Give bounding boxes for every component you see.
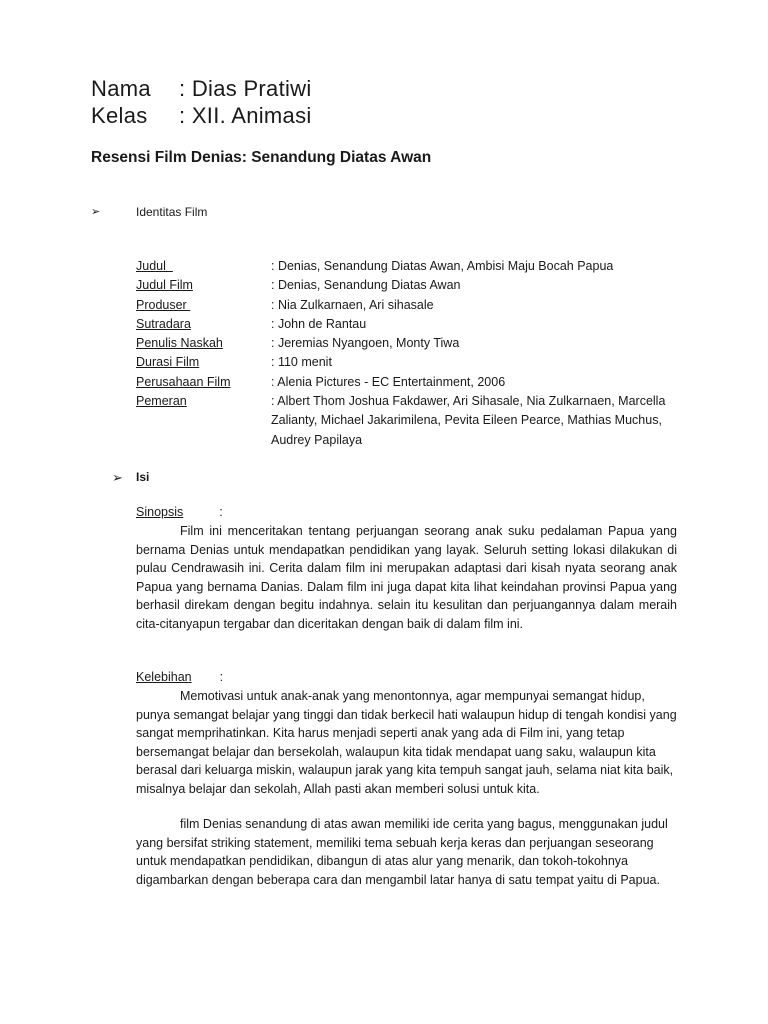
identity-row xyxy=(136,257,676,276)
kelebihan-text-2: film Denias senandung di atas awan memiliki ide cerita yang bagus, menggunakan judul yang bersifat striking statement, memiliki tema sebuah kerja keras dan perjuangan seseorang untuk mendapatkan pendidikan, dibangun di atas alur yang menarik, dan tokoh-tokohnya digambarkan dengan beberapa cara dan mengambil latar hanya di satu tempat yaitu di Papua. xyxy=(136,817,668,887)
identity-row xyxy=(136,392,676,450)
name-label: Nama xyxy=(91,76,151,101)
kelebihan-paragraph-2 xyxy=(136,815,677,889)
identity-key: Produser xyxy=(136,297,191,312)
kelebihan-paragraph-1 xyxy=(136,687,677,798)
identity-row xyxy=(136,296,676,315)
student-name-line xyxy=(91,76,312,102)
sinopsis-title xyxy=(136,505,223,519)
name-value: : Dias Pratiwi xyxy=(179,76,312,101)
kelebihan-text-1: Memotivasi untuk anak-anak yang menontonnya, agar mempunyai semangat hidup, punya semangat belajar yang tinggi dan tidak berkecil hati walaupun hidup di tengah kondisi yang sangat memprihatinkan. Kita harus menjadi seperti anak yang ada di Film ini, yang tetap bersemangat belajar dan bersekolah, walaupun kita tidak mendapat uang saku, walaupun kita berasal dari keluarga miskin, walaupun jarak yang kita tempuh sangat jauh, selama niat kita baik, misalnya belajar dan sekolah, Allah pasti akan memberi solusi untuk kita. xyxy=(136,689,677,796)
identity-value: : Nia Zulkarnaen, Ari sihasale xyxy=(271,297,434,312)
identity-key: Pemeran xyxy=(136,394,187,409)
identity-value: : Albert Thom Joshua Fakdawer, Ari Sihasale, Nia Zulkarnaen, Marcella Zalianty, Michael Jakarimilena, Pevita Eileen Pearce, Mathias Muchus, Audrey Papilaya xyxy=(271,394,666,447)
arrow-bullet-icon: ➢ xyxy=(91,206,101,218)
isi-heading-text: Isi xyxy=(136,470,150,484)
kelebihan-colon: : xyxy=(219,670,224,684)
class-label: Kelas xyxy=(91,103,148,128)
identity-value: : 110 menit xyxy=(271,355,332,370)
identity-key: Judul Film xyxy=(136,278,193,293)
sinopsis-label: Sinopsis xyxy=(136,505,184,519)
sinopsis-text: Film ini menceritakan tentang perjuangan seorang anak suku pedalaman Papua yang bernama Denias untuk mendapatkan pendidikan yang layak. Seluruh setting lokasi dilakukan di pulau Cendrawasih ini. Cerita dalam film ini merupakan adaptasi dari kisah nyata seorang anak Papua yang bernama Danias. Dalam film ini juga dapat kita lihat keindahan provinsi Papua yang berhasil direkam dengan begitu indahnya. selain itu kesulitan dan perjuangannya dalam meraih cita-citanyapun tergabar dan diceritakan dengan baik di dalam film ini. xyxy=(136,524,677,631)
identity-key: Perusahaan Film xyxy=(136,374,231,389)
identity-row xyxy=(136,276,676,295)
identity-value: : John de Rantau xyxy=(271,316,367,331)
identity-row xyxy=(136,353,676,372)
kelebihan-title xyxy=(136,670,223,684)
identity-value: : Jeremias Nyangoen, Monty Tiwa xyxy=(271,336,460,351)
identitas-heading-text: Identitas Film xyxy=(136,205,208,219)
student-class-line xyxy=(91,103,312,129)
sinopsis-paragraph xyxy=(136,522,677,633)
identity-key: Judul xyxy=(136,259,173,273)
identity-key: Penulis Naskah xyxy=(136,336,223,351)
identity-row xyxy=(136,315,676,334)
document-title: Resensi Film Denias: Senandung Diatas Awan xyxy=(91,149,432,166)
arrow-bullet-icon: ➢ xyxy=(112,470,123,485)
sinopsis-colon: : xyxy=(219,505,223,519)
identity-row xyxy=(136,334,676,353)
class-value: : XII. Animasi xyxy=(179,103,312,128)
kelebihan-label: Kelebihan xyxy=(136,670,192,684)
identity-value: : Denias, Senandung Diatas Awan, Ambisi Maju Bocah Papua xyxy=(271,259,614,273)
identity-value: : Denias, Senandung Diatas Awan xyxy=(271,278,461,293)
film-identity-table xyxy=(136,257,676,450)
identity-key: Sutradara xyxy=(136,316,191,331)
identity-value: : Alenia Pictures - EC Entertainment, 2006 xyxy=(271,374,506,389)
identity-row xyxy=(136,373,676,392)
identity-key: Durasi Film xyxy=(136,355,200,370)
